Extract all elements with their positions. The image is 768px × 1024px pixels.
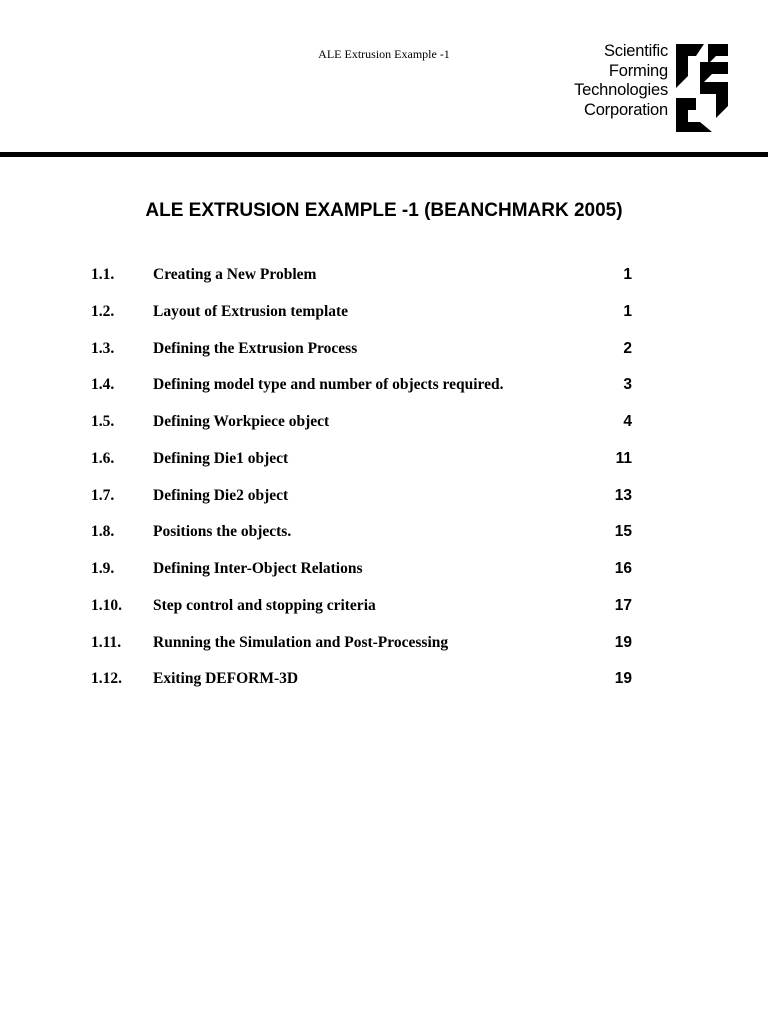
toc-entry-number: 1.8.: [91, 523, 115, 541]
toc-entry-label: Positions the objects.: [153, 523, 292, 541]
toc-entry-page: 19: [614, 670, 632, 688]
running-header: ALE Extrusion Example -1: [318, 47, 450, 61]
toc-entry[interactable]: [0, 486, 768, 523]
toc-entry-label: Running the Simulation and Post-Processing: [153, 633, 449, 651]
toc-entry-label: Creating a New Problem: [153, 266, 317, 283]
toc-entry-number: 1.6.: [91, 449, 115, 467]
toc-entry-number: 1.11.: [91, 633, 122, 651]
logo-line-3: Technologies: [574, 81, 668, 99]
toc-entry[interactable]: [0, 265, 768, 302]
toc-entry-page: 1: [623, 266, 632, 283]
toc-entry-page: 13: [614, 486, 632, 504]
header-divider: [0, 152, 768, 157]
toc-entry-number: 1.4.: [91, 376, 115, 394]
toc-entry-number: 1.2.: [91, 302, 115, 320]
toc-entry[interactable]: [0, 559, 768, 596]
toc-entry-label: Defining the Extrusion Process: [153, 339, 358, 357]
toc-entry[interactable]: [0, 375, 768, 412]
toc-entry[interactable]: [0, 449, 768, 486]
logo-line-1: Scientific: [603, 42, 668, 60]
toc-entry-label: Defining Die2 object: [153, 486, 289, 504]
logo-wordmark: [574, 42, 668, 120]
toc-entry-label: Defining model type and number of objects required.: [153, 376, 504, 394]
toc-entry-page: 2: [623, 339, 632, 357]
toc-entry[interactable]: [0, 669, 768, 706]
toc-entry-number: 1.7.: [91, 486, 115, 504]
toc-entry-page: 4: [623, 413, 632, 430]
toc-entry-number: 1.12.: [91, 670, 122, 688]
toc-entry-number: 1.1.: [91, 266, 115, 283]
toc-entry-page: 1: [623, 302, 632, 320]
toc-entry-label: Defining Inter-Object Relations: [153, 560, 363, 577]
toc-entry-page: 15: [614, 523, 632, 541]
logo-line-2: Forming: [608, 61, 668, 80]
toc-entry-page: 16: [614, 560, 632, 577]
logo-line-4: Corporation: [583, 100, 668, 119]
toc-entry-page: 19: [614, 633, 632, 651]
toc-entry[interactable]: [0, 522, 768, 559]
toc-entry[interactable]: [0, 596, 768, 633]
company-logo: [548, 42, 732, 134]
toc-entry[interactable]: [0, 633, 768, 670]
toc-entry-number: 1.5.: [91, 413, 115, 430]
toc-entry[interactable]: [0, 302, 768, 339]
toc-entry-number: 1.9.: [91, 560, 115, 577]
toc-entry-label: Layout of Extrusion template: [153, 302, 349, 320]
toc-entry-label: Defining Workpiece object: [153, 413, 330, 430]
sftc-logo-mark-icon: [674, 42, 730, 134]
toc-entry[interactable]: [0, 339, 768, 376]
toc-entry-number: 1.10.: [91, 596, 122, 614]
toc-entry-number: 1.3.: [91, 339, 115, 357]
toc-entry-label: Exiting DEFORM-3D: [153, 670, 299, 688]
toc-entry-page: 11: [615, 449, 632, 467]
table-of-contents: [0, 265, 768, 706]
toc-entry-page: 3: [623, 376, 632, 394]
toc-entry[interactable]: [0, 412, 768, 449]
document-title: ALE EXTRUSION EXAMPLE -1 (BEANCHMARK 2005): [145, 200, 623, 221]
toc-entry-page: 17: [614, 596, 632, 614]
toc-entry-label: Defining Die1 object: [153, 449, 289, 467]
toc-entry-label: Step control and stopping criteria: [153, 596, 376, 614]
